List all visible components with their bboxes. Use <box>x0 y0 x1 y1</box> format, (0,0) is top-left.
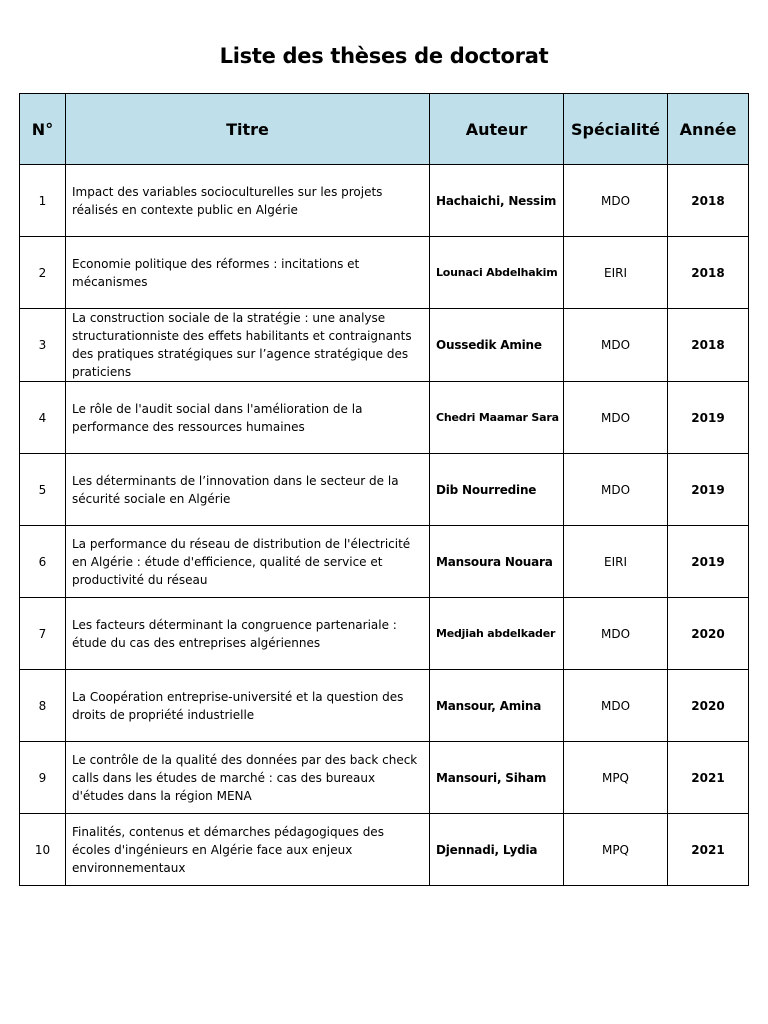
cell-auteur: Mansouri, Siham <box>430 742 564 814</box>
cell-num: 4 <box>20 382 66 454</box>
cell-annee: 2018 <box>668 309 749 382</box>
cell-auteur: Lounaci Abdelhakim <box>430 237 564 309</box>
cell-titre: Les déterminants de l’innovation dans le secteur de la sécurité sociale en Algérie <box>66 454 430 526</box>
header-titre: Titre <box>66 94 430 165</box>
header-specialite: Spécialité <box>564 94 668 165</box>
cell-specialite: MDO <box>564 382 668 454</box>
cell-annee: 2018 <box>668 165 749 237</box>
table-header-row <box>20 94 749 165</box>
cell-num: 3 <box>20 309 66 382</box>
table-row <box>20 742 749 814</box>
table-row <box>20 814 749 886</box>
table-row <box>20 454 749 526</box>
table-row <box>20 237 749 309</box>
cell-titre: Impact des variables socioculturelles sur les projets réalisés en contexte public en Algérie <box>66 165 430 237</box>
cell-annee: 2018 <box>668 237 749 309</box>
cell-num: 10 <box>20 814 66 886</box>
cell-auteur: Medjiah abdelkader <box>430 598 564 670</box>
cell-num: 8 <box>20 670 66 742</box>
cell-specialite: MDO <box>564 309 668 382</box>
cell-titre: La Coopération entreprise-université et la question des droits de propriété industrielle <box>66 670 430 742</box>
cell-titre: Le rôle de l'audit social dans l'amélioration de la performance des ressources humaines <box>66 382 430 454</box>
cell-titre: Les facteurs déterminant la congruence partenariale : étude du cas des entreprises algériennes <box>66 598 430 670</box>
header-annee: Année <box>668 94 749 165</box>
cell-titre: Le contrôle de la qualité des données par des back check calls dans les études de marché : cas des bureaux d'études dans la région MENA <box>66 742 430 814</box>
cell-auteur: Djennadi, Lydia <box>430 814 564 886</box>
cell-annee: 2020 <box>668 598 749 670</box>
cell-titre: La construction sociale de la stratégie : une analyse structurationniste des effets habilitants et contraignants des pratiques stratégiques sur l’agence stratégique des praticiens <box>66 309 430 382</box>
cell-num: 6 <box>20 526 66 598</box>
cell-auteur: Dib Nourredine <box>430 454 564 526</box>
cell-num: 5 <box>20 454 66 526</box>
cell-annee: 2019 <box>668 454 749 526</box>
cell-auteur: Hachaichi, Nessim <box>430 165 564 237</box>
cell-specialite: MDO <box>564 598 668 670</box>
cell-titre: Finalités, contenus et démarches pédagogiques des écoles d'ingénieurs en Algérie face aux enjeux environnementaux <box>66 814 430 886</box>
cell-specialite: MPQ <box>564 814 668 886</box>
cell-auteur: Mansoura Nouara <box>430 526 564 598</box>
cell-specialite: MPQ <box>564 742 668 814</box>
cell-annee: 2020 <box>668 670 749 742</box>
cell-specialite: MDO <box>564 670 668 742</box>
table-row <box>20 526 749 598</box>
table-row <box>20 598 749 670</box>
table-row <box>20 165 749 237</box>
cell-specialite: EIRI <box>564 526 668 598</box>
cell-titre: La performance du réseau de distribution de l'électricité en Algérie : étude d'efficience, qualité de service et productivité du réseau <box>66 526 430 598</box>
cell-num: 9 <box>20 742 66 814</box>
table-row <box>20 309 749 382</box>
header-auteur: Auteur <box>430 94 564 165</box>
cell-num: 7 <box>20 598 66 670</box>
cell-auteur: Mansour, Amina <box>430 670 564 742</box>
cell-titre: Economie politique des réformes : incitations et mécanismes <box>66 237 430 309</box>
cell-specialite: MDO <box>564 165 668 237</box>
cell-annee: 2019 <box>668 382 749 454</box>
cell-annee: 2019 <box>668 526 749 598</box>
cell-num: 2 <box>20 237 66 309</box>
header-num: N° <box>20 94 66 165</box>
cell-annee: 2021 <box>668 814 749 886</box>
table-row <box>20 382 749 454</box>
theses-table <box>19 93 749 886</box>
cell-num: 1 <box>20 165 66 237</box>
cell-specialite: EIRI <box>564 237 668 309</box>
cell-auteur: Chedri Maamar Sara <box>430 382 564 454</box>
table-row <box>20 670 749 742</box>
cell-annee: 2021 <box>668 742 749 814</box>
cell-specialite: MDO <box>564 454 668 526</box>
cell-auteur: Oussedik Amine <box>430 309 564 382</box>
page-title: Liste des thèses de doctorat <box>219 44 549 68</box>
